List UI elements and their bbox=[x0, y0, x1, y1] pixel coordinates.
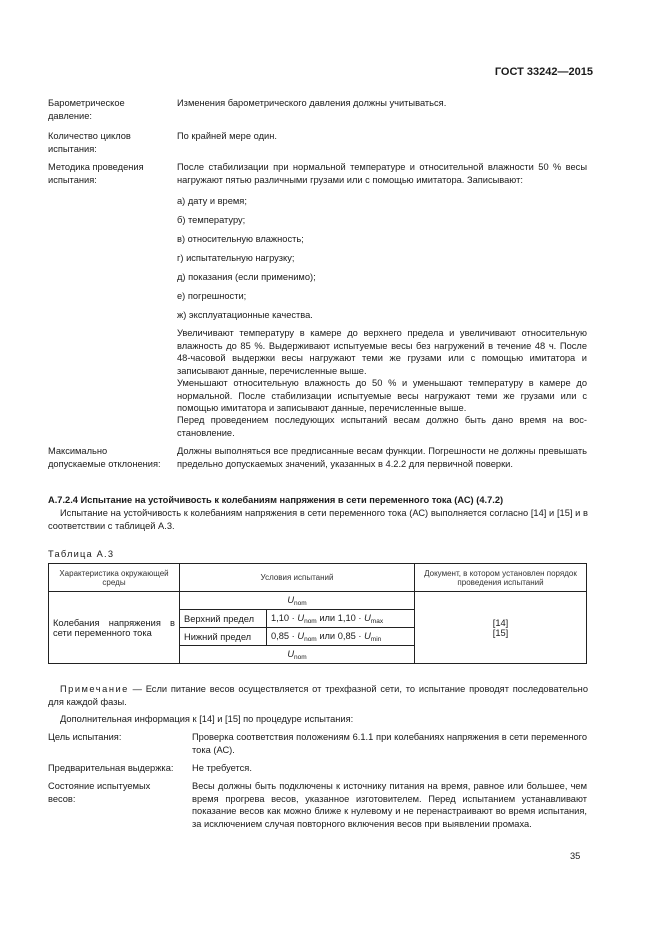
procedure-para-2: Уменьшают относительную влажность до 50 % и уменьшают температуру в камере до нормальной. После стабилизации испытуемые весы нагружают теми же грузами или с помощью имитатора и записывают данные, перечисленные выше. bbox=[177, 378, 587, 413]
table-cell-unom-top bbox=[180, 592, 415, 610]
subscript-nom: nom bbox=[304, 635, 317, 643]
subscript-min: min bbox=[370, 635, 382, 643]
table-a3 bbox=[48, 563, 587, 664]
row-label-method: Методика проведения испытания: bbox=[48, 162, 144, 185]
u-symbol: U bbox=[287, 648, 295, 659]
note-label: Примечание bbox=[60, 684, 129, 694]
row-text-eut-state: Весы должны быть подключены к источнику питания на время, равное или большее, чем время прогрева весов, указанное изготовителем. Перед испытанием устанавливают показание весов как можно ближе к нулевому и не перенастраивают во время испытания, за исключением случая повторного включения весов при выявлении промаха. bbox=[192, 781, 587, 829]
row-text-pressure: Изменения барометрического давления должны учитываться. bbox=[177, 98, 447, 108]
row-text-preconditioning: Не требуется. bbox=[192, 763, 252, 773]
list-item: а) дату и время; bbox=[177, 196, 247, 206]
table-caption: Таблица А.3 bbox=[48, 549, 115, 559]
additional-info: Дополнительная информация к [14] и [15] по процедуре испытания: bbox=[60, 714, 354, 724]
table-cell-upper-value bbox=[267, 610, 415, 628]
subscript-nom: nom bbox=[294, 653, 307, 661]
u-symbol: U bbox=[287, 594, 295, 605]
table-note bbox=[48, 683, 588, 708]
row-text-method: После стабилизации при нормальной температуре и относительной влажности 50 % весы нагружают пятью различными грузами или с помощью имитатора. Записывают: bbox=[177, 162, 587, 185]
row-text-cycles: По крайней мере один. bbox=[177, 131, 277, 141]
list-item: е) погрешности; bbox=[177, 291, 247, 301]
document-id: ГОСТ 33242—2015 bbox=[494, 66, 593, 78]
table-header-doc: Документ, в котором установлен порядок проведения испытаний bbox=[415, 564, 587, 592]
section-body: Испытание на устойчивость к колебаниям напряжения в сети переменного тока (АС) выполняется согласно [14] и [15] и в соответствии с таблицей А.3. bbox=[48, 508, 588, 531]
row-label-pressure: Барометрическое давление: bbox=[48, 98, 125, 121]
procedure-para-1: Увеличивают температуру в камере до верхнего предела и увеличивают относительную влажность до 85 %. Выдерживают испытуемые весы без нагружений в течение 48 ч. После 48-часовой выдержки весы нагружают теми же грузами или с помощью имитатора и записывают данные, перечисленные выше. bbox=[177, 328, 587, 376]
table-cell-upper-label: Верхний предел bbox=[180, 610, 267, 628]
row-label-eut-state: Состояние испытуемых весов: bbox=[48, 781, 151, 804]
subscript-max: max bbox=[370, 617, 384, 625]
upper-prefix: 1,10 · bbox=[271, 612, 298, 623]
table-cell-unom-bottom bbox=[180, 646, 415, 664]
ref-15: [15] bbox=[492, 627, 509, 638]
lower-mid: или 0,85 · bbox=[316, 630, 365, 641]
table-header-conditions: Условия испытаний bbox=[180, 564, 415, 592]
row-label-preconditioning: Предварительная выдержка: bbox=[48, 763, 174, 773]
u-symbol: U bbox=[364, 630, 371, 641]
u-symbol: U bbox=[297, 630, 305, 641]
table-cell-lower-value bbox=[267, 628, 415, 646]
subscript-nom: nom bbox=[304, 617, 317, 625]
table-header-env: Характеристика окружающей среды bbox=[49, 564, 180, 592]
note-text: — Если питание весов осуществляется от трехфазной сети, то испытание проводят последовательно для каждой фазы. bbox=[48, 684, 588, 707]
table-cell-refs bbox=[415, 592, 587, 664]
row-text-max-errors: Должны выполняться все предписанные весам функции. Погрешности не должны превышать предельно допускаемых значений, указанных в 4.2.2 для первичной поверки. bbox=[177, 446, 587, 469]
page-number: 35 bbox=[570, 851, 581, 861]
list-item: г) испытательную нагрузку; bbox=[177, 253, 295, 263]
table-cell-env: Колебания напряжения в сети переменного тока bbox=[49, 592, 180, 664]
procedure-para-3: Перед проведением последующих испытаний весам должно быть дано время на восстановление. bbox=[177, 415, 587, 438]
row-label-max-errors: Максимально допускаемые отклонения: bbox=[48, 446, 161, 469]
subscript-nom: nom bbox=[294, 599, 307, 607]
section-title: А.7.2.4 Испытание на устойчивость к колебаниям напряжения в сети переменного тока (АС) (4.7.2) bbox=[48, 495, 504, 505]
list-item: ж) эксплуатационные качества. bbox=[177, 310, 313, 320]
row-label-purpose: Цель испытания: bbox=[48, 732, 122, 742]
row-label-cycles: Количество циклов испытания: bbox=[48, 131, 131, 154]
list-item: в) относительную влажность; bbox=[177, 234, 304, 244]
ref-14: [14] bbox=[492, 617, 509, 628]
upper-mid: или 1,10 · bbox=[316, 612, 365, 623]
lower-prefix: 0,85 · bbox=[271, 630, 298, 641]
list-item: д) показания (если применимо); bbox=[177, 272, 316, 282]
table-cell-lower-label: Нижний предел bbox=[180, 628, 267, 646]
row-text-purpose: Проверка соответствия положениям 6.1.1 при колебаниях напряжения в сети переменного тока (АС). bbox=[192, 732, 587, 755]
list-item: б) температуру; bbox=[177, 215, 246, 225]
u-symbol: U bbox=[364, 612, 371, 623]
u-symbol: U bbox=[297, 612, 305, 623]
